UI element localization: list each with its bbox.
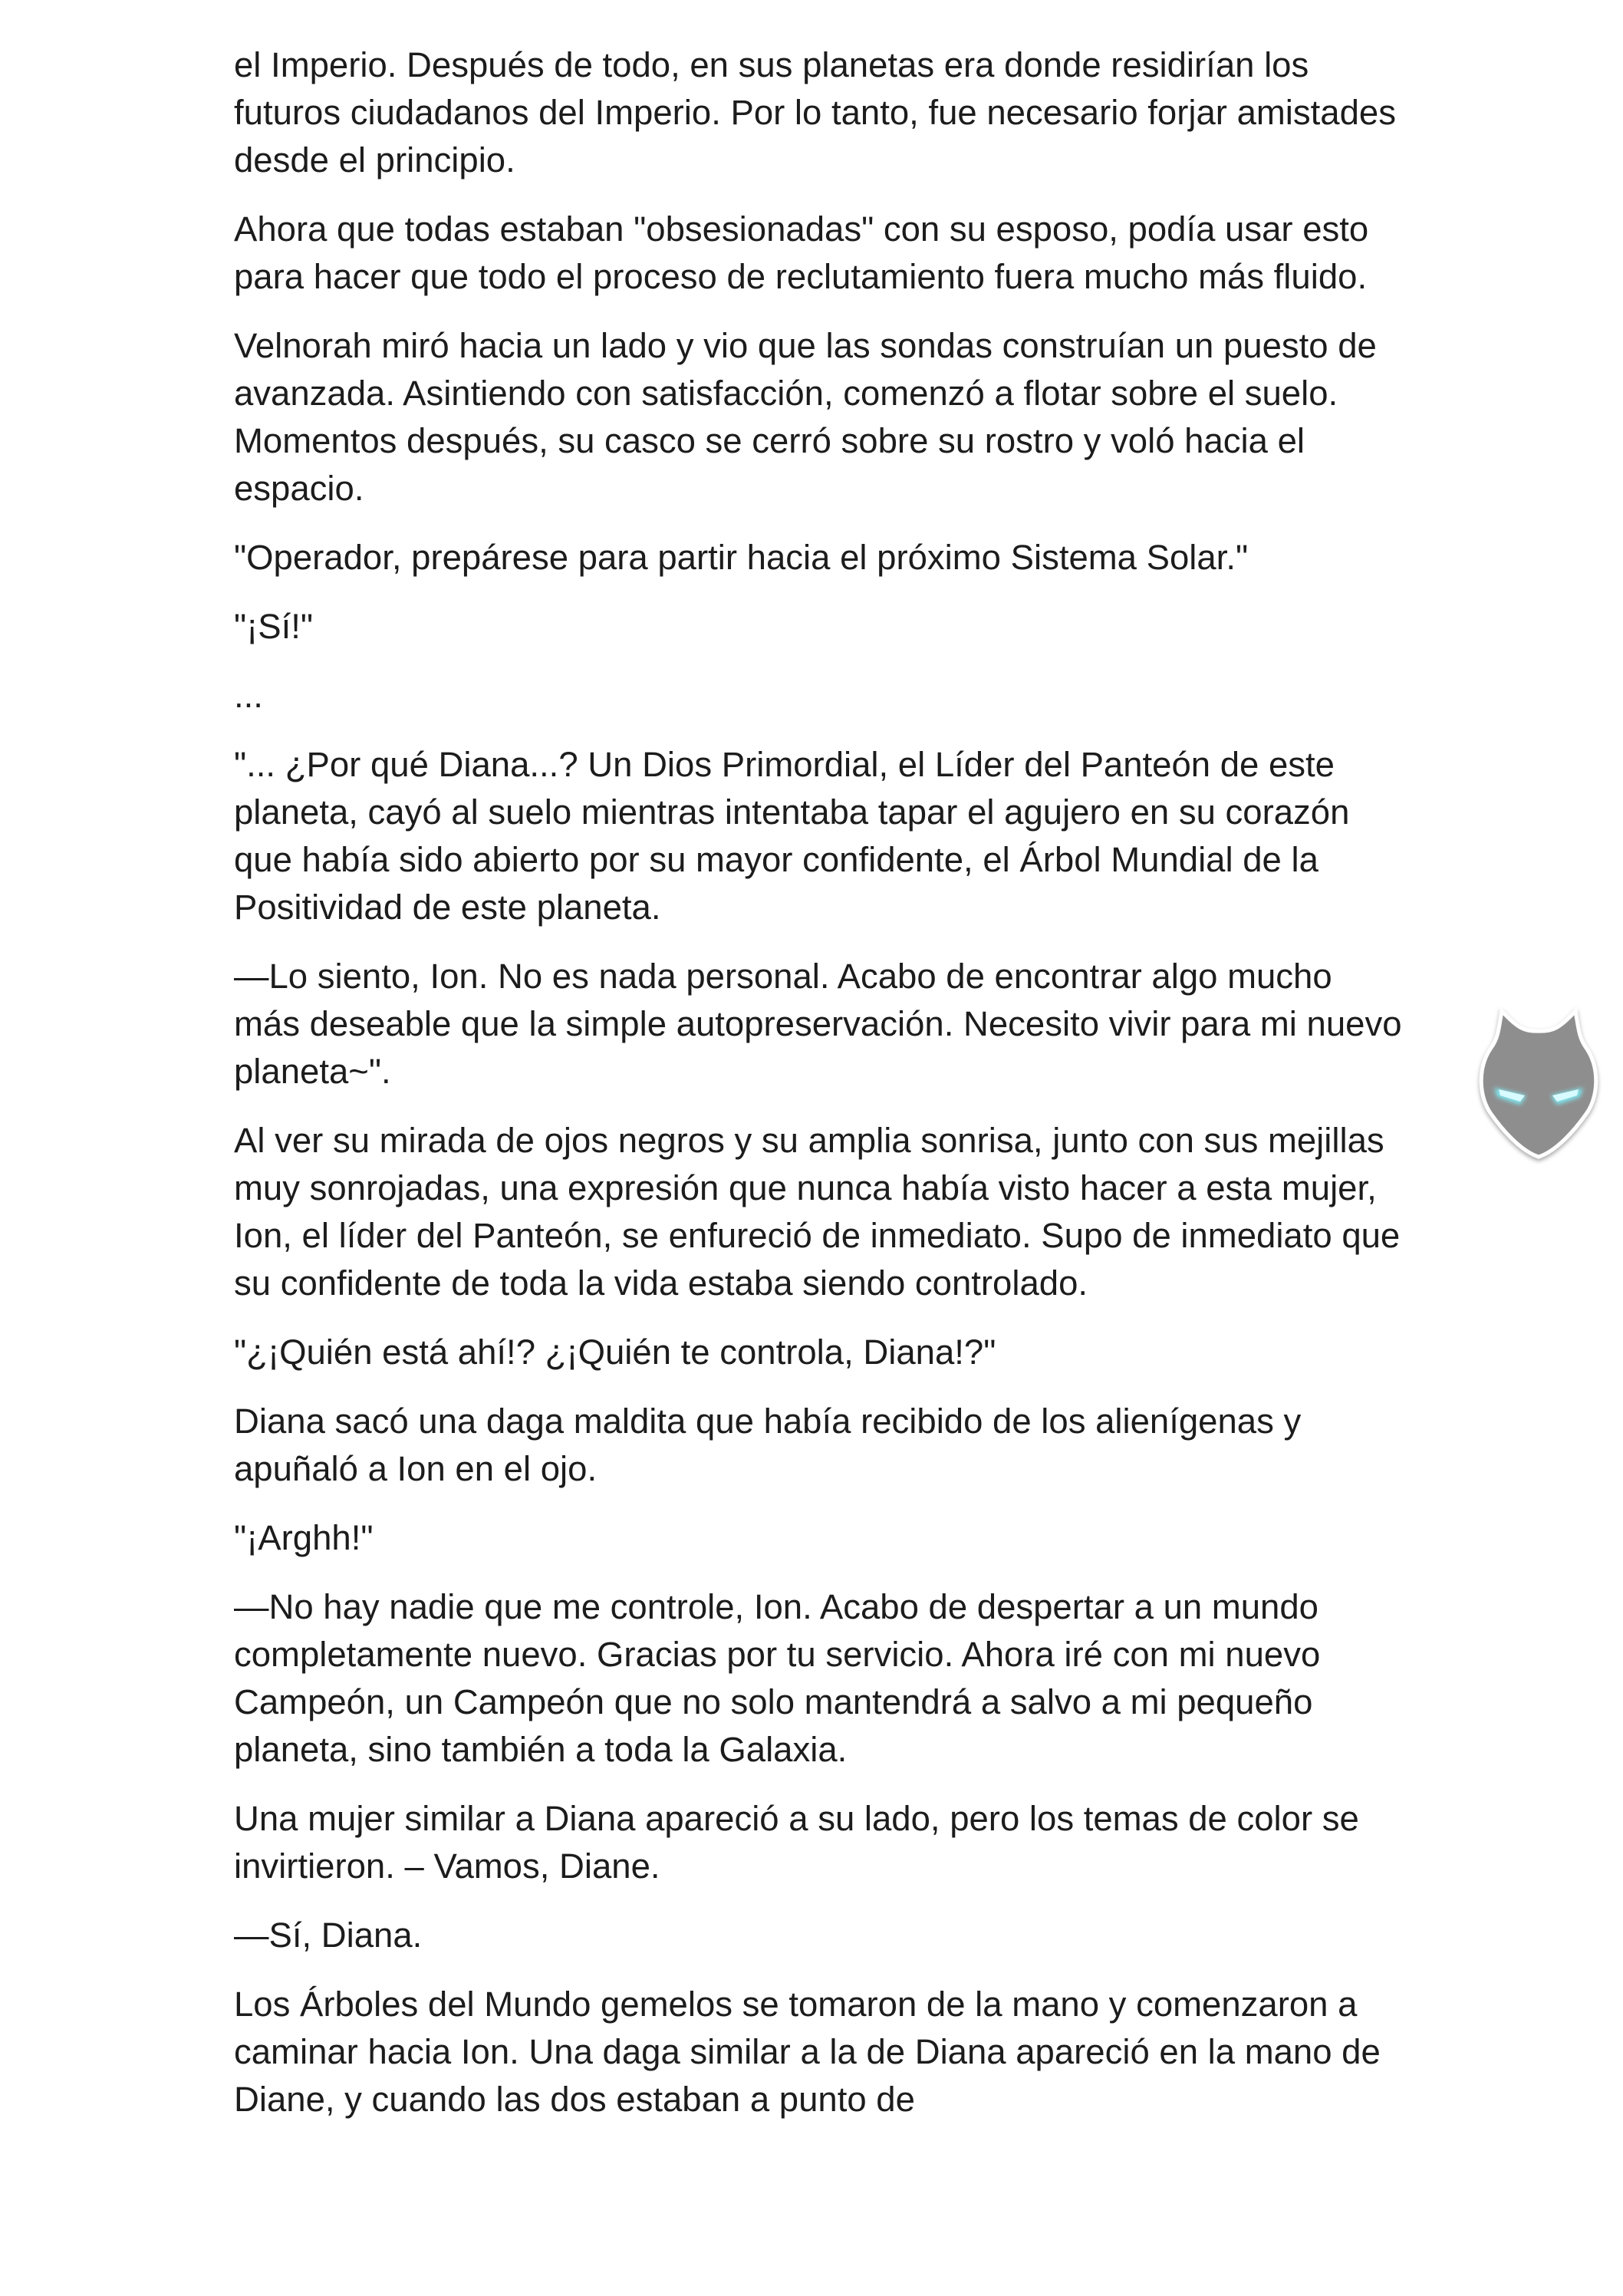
paragraph-6: ... [234,676,263,715]
paragraph-3: Velnorah miró hacia un lado y vio que las sondas construían un puesto de avanzada. Asintiendo con satisfacción, comenzó a flotar sobre el suelo. Momentos después, su casco se cerró sobre su rostro y voló hacia el espacio. [234,326,1377,508]
paragraph-5: "¡Sí!" [234,607,314,646]
paragraph-14: Una mujer similar a Diana apareció a su lado, pero los temas de color se invirtieron. – Vamos, Diane. [234,1799,1359,1886]
paragraph-2: Ahora que todas estaban "obsesionadas" con su esposo, podía usar esto para hacer que todo el proceso de reclutamiento fuera mucho más fluido. [234,209,1369,296]
paragraph-16: Los Árboles del Mundo gemelos se tomaron de la mano y comenzaron a caminar hacia Ion. Una daga similar a la de Diana apareció en la mano de Diane, y cuando las dos estaban a punto de [234,1985,1381,2119]
paragraph-11: Diana sacó una daga maldita que había recibido de los alienígenas y apuñaló a Ion en el ojo. [234,1402,1302,1488]
paragraph-7: "... ¿Por qué Diana...? Un Dios Primordial, el Líder del Panteón de este planeta, cayó al suelo mientras intentaba tapar el agujero en su corazón que había sido abierto por su mayor confidente, el Árbol Mundial de la Positividad de este planeta. [234,745,1350,927]
paragraph-12: "¡Arghh!" [234,1518,374,1557]
paragraph-4: "Operador, prepárese para partir hacia el próximo Sistema Solar." [234,538,1249,577]
paragraph-8: —Lo siento, Ion. No es nada personal. Acabo de encontrar algo mucho más deseable que la simple autopreservación. Necesito vivir para mi nuevo planeta~". [234,957,1402,1091]
demon-head-icon [1471,997,1606,1166]
paragraph-10: "¿¡Quién está ahí!? ¿¡Quién te controla, Diana!?" [234,1332,996,1372]
paragraph-15: —Sí, Diana. [234,1916,423,1955]
paragraph-13: —No hay nadie que me controle, Ion. Acabo de despertar a un mundo completamente nuevo. Gracias por tu servicio. Ahora iré con mi nuevo Campeón, un Campeón que no solo mantendrá a salvo a mi pequeño planeta, sino también a toda la Galaxia. [234,1587,1321,1769]
paragraph-9: Al ver su mirada de ojos negros y su amplia sonrisa, junto con sus mejillas muy sonrojadas, una expresión que nunca había visto hacer a esta mujer, Ion, el líder del Panteón, se enfureció de inmediato. Supo de inmediato que su confidente de toda la vida estaba siendo controlado. [234,1121,1401,1303]
text-body [234,41,1407,2145]
paragraph-1: el Imperio. Después de todo, en sus planetas era donde residirían los futuros ciudadanos del Imperio. Por lo tanto, fue necesario forjar amistades desde el principio. [234,45,1396,180]
